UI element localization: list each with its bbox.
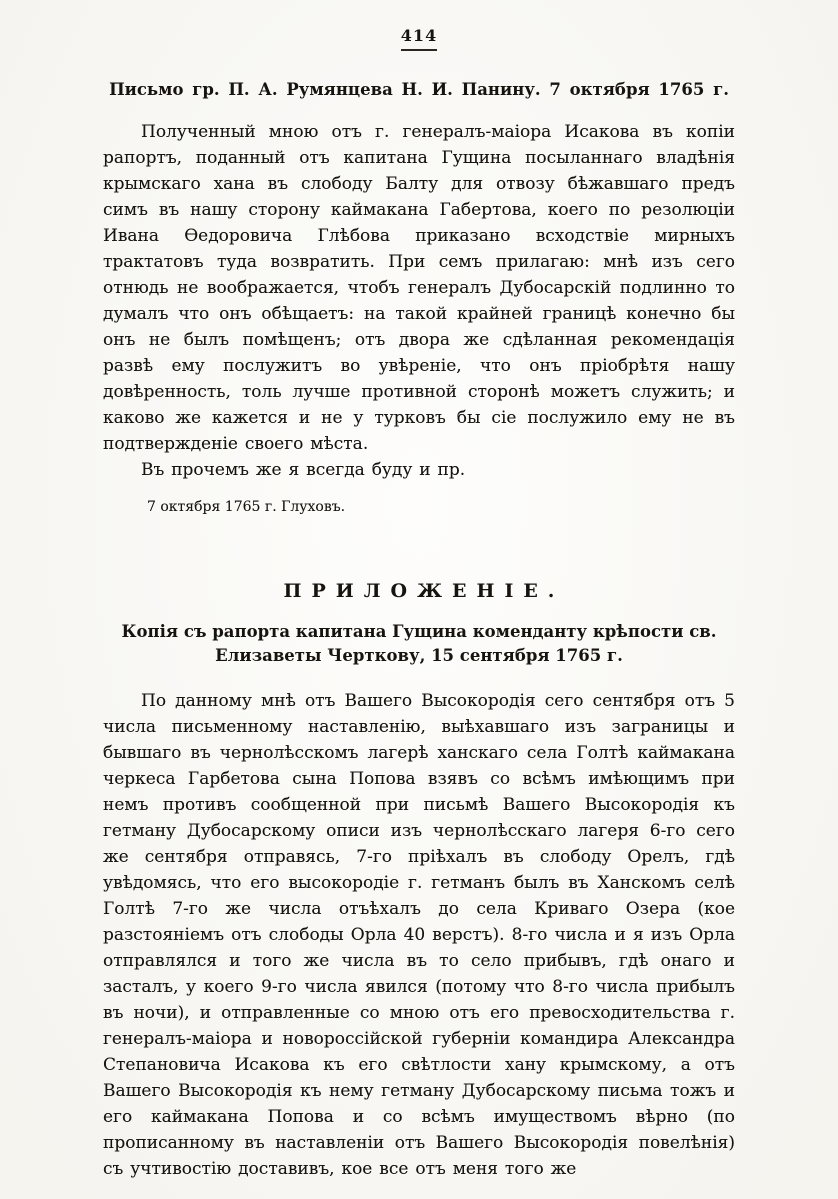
letter-title: Письмо гр. П. А. Румянцева Н. И. Панину. 7 октября 1765 г. (109, 80, 729, 99)
page-number: 414 (400, 26, 438, 45)
page-number-rule (401, 49, 437, 51)
page-header (103, 26, 735, 51)
appendix-body-paragraph: По данному мнѣ отъ Вашего Высокородія сего сентября отъ 5 числа письменному наставленію, выѣхавшаго изъ заграницы и бывшаго въ чернолѣсскомъ лагерѣ ханскаго села Голтѣ каймакана черкеса Гарбетова сына Попова взявъ со всѣмъ имѣющимъ при немъ противъ сообщенной при письмѣ Вашего Высокородія къ гетману Дубосарскому описи изъ чернолѣсскаго лагеря 6-го сего же сентября отправясь, 7-го пріѣхалъ въ слободу Орелъ, гдѣ увѣдомясь, что его высокородіе г. гетманъ былъ въ Ханскомъ селѣ Голтѣ 7-го же числа отъѣхалъ до села Криваго Озера (кое разстояніемъ отъ слободы Орла 40 верстъ). 8-го числа и я изъ Орла отправлялся и того же числа въ то село прибывъ, гдѣ онаго и засталъ, у коего 9-го числа явился (потому что 8-го числа прибылъ въ ночи), и отправленные со мною отъ его превосходительства г. генералъ-маіора и новороссійской губерніи командира Александра Степановича Исакова къ его свѣтлости хану крымскому, а отъ Вашего Высокородія къ нему гетману Дубосарскому письма тожъ и его каймакана Попова и со всѣмъ имуществомъ вѣрно (по прописанному въ наставленіи отъ Вашего Высокородія повелѣнія) съ учтивостію доставивъ, кое все отъ меня того же (103, 691, 735, 1179)
letter-closing-line: Въ прочемъ же я всегда буду и пр. (141, 460, 466, 480)
letter-body-paragraph: Полученный мною отъ г. генералъ-маіора Исакова въ копіи рапортъ, поданный отъ капитана Гущина посыланнаго владѣнія крымскаго хана въ слободу Балту для отвозу бѣжавшаго предъ симъ въ нашу сторону каймакана Габертова, коего по резолюціи Ивана Ѳедоровича Глѣбова приказано всходствіе мирныхъ трактатовъ туда возвратить. При семъ прилагаю: мнѣ изъ сего отнюдь не воображается, чтобъ генералъ Дубосарскій подлинно то думалъ что онъ обѣщаетъ: на такой крайней границѣ конечно бы онъ не былъ помѣщенъ; отъ двора же сдѣланная рекомендація развѣ ему послужитъ во увѣреніе, что онъ пріобрѣтя нашу довѣренность, толь лучше противной сторонѣ можетъ служить; и каково же кажется и не у турковъ бы сіе послужило ему не въ подтвержденіе своего мѣста. (103, 122, 735, 454)
letter-dateline: 7 октября 1765 г. Глуховъ. (147, 499, 346, 515)
appendix-title: ПРИЛОЖЕНІЕ. (283, 580, 565, 602)
appendix-subtitle: Копія съ рапорта капитана Гущина коменданту крѣпости св. Елизаветы Черткову, 15 сентября 1765 г. (121, 622, 717, 665)
